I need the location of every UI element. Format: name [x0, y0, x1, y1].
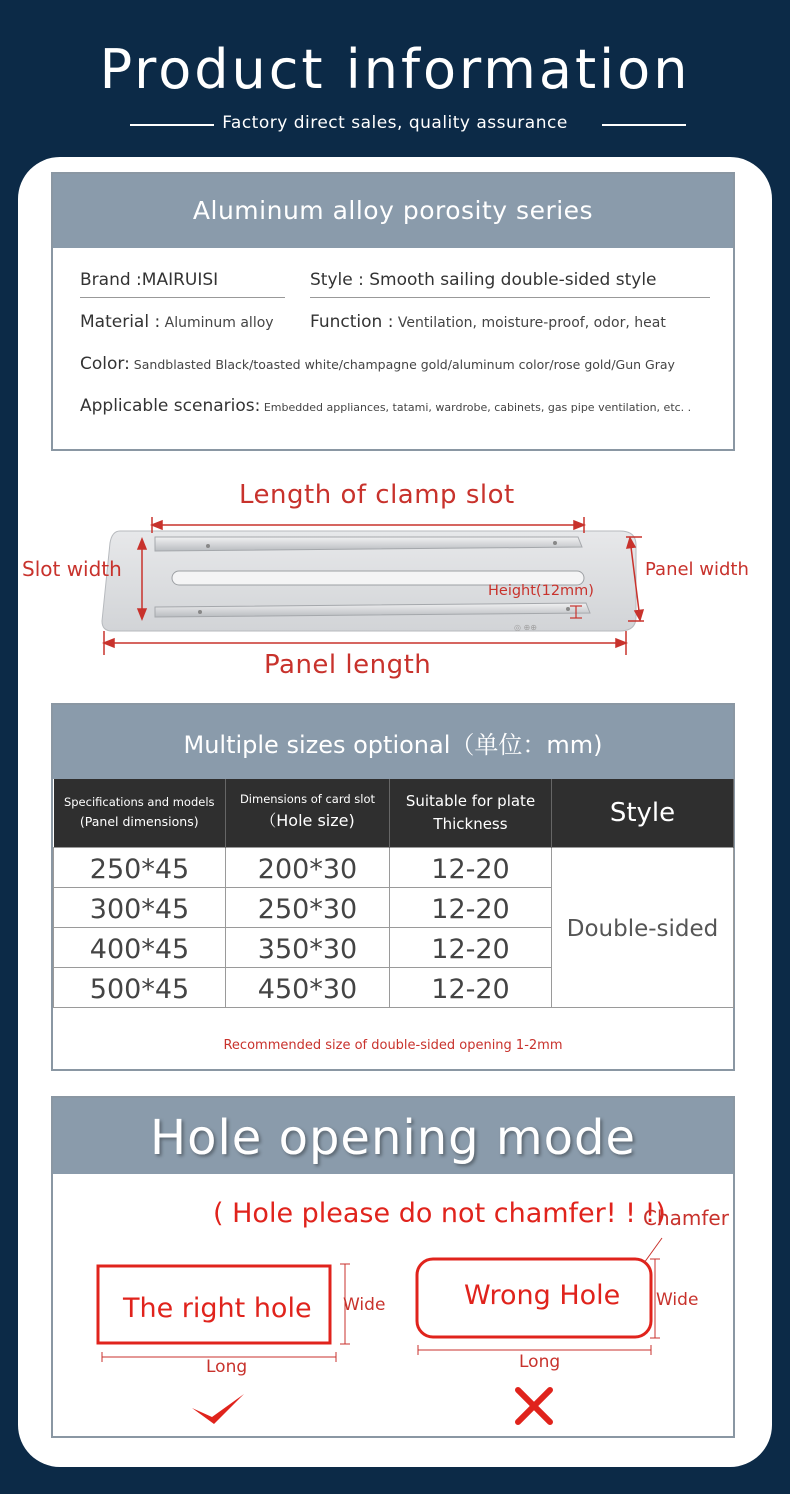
table-row	[54, 847, 734, 887]
function-row	[310, 312, 666, 332]
height-label: Height(12mm)	[488, 583, 594, 599]
scenarios-value: Embedded appliances, tatami, wardrobe, cabinets, gas pipe ventilation, etc. .	[260, 401, 692, 414]
brand-label: Brand :	[80, 270, 142, 290]
subtitle-divider-right	[602, 124, 686, 126]
info-divider-2	[310, 297, 710, 298]
table-header-row	[54, 779, 734, 847]
style-value: Smooth sailing double-sided style	[363, 270, 657, 290]
thickness-cell: 12-20	[390, 887, 552, 927]
cross-icon	[518, 1390, 550, 1422]
panel-size-cell: 500*45	[54, 967, 226, 1007]
thickness-cell: 12-20	[390, 967, 552, 1007]
product-info-title: Aluminum alloy porosity series	[53, 174, 733, 248]
svg-text:◎ ⊕⊕: ◎ ⊕⊕	[514, 623, 537, 632]
wrong-hole-label: Wrong Hole	[464, 1280, 621, 1311]
material-label: Material :	[80, 312, 161, 332]
opening-note: Recommended size of double-sided opening 1-2mm	[223, 1038, 563, 1053]
header-style	[552, 779, 734, 847]
page-title: Product information	[99, 38, 691, 101]
panel-width-label: Panel width	[645, 559, 749, 580]
wrong-hole-wide-label: Wide	[656, 1290, 699, 1310]
color-row	[80, 354, 675, 374]
header-hole-line1: Dimensions of card slot	[239, 792, 376, 807]
header-thickness	[390, 779, 552, 847]
brand-value: MAIRUISI	[141, 270, 219, 290]
slot-width-label: Slot width	[22, 557, 122, 581]
right-hole-label: The right hole	[123, 1293, 312, 1324]
panel-size-cell: 250*45	[54, 847, 226, 887]
scenarios-row	[80, 396, 691, 416]
page-subtitle: Factory direct sales, quality assurance	[222, 113, 568, 133]
header-hole-line2: （Hole size)	[260, 811, 355, 831]
hole-size-cell: 450*30	[226, 967, 390, 1007]
hole-size-cell: 350*30	[226, 927, 390, 967]
chamfer-warning: ( Hole please do not chamfer! ! !)	[213, 1198, 666, 1229]
right-hole-wide-label: Wide	[343, 1295, 386, 1315]
header-spec	[54, 779, 226, 847]
panel-length-label: Panel length	[264, 650, 432, 680]
function-label: Function :	[310, 312, 394, 332]
product-info-box	[51, 172, 735, 451]
header-thickness-line1: Suitable for plate	[405, 791, 536, 810]
panel-size-cell: 400*45	[54, 927, 226, 967]
function-value: Ventilation, moisture-proof, odor, heat	[393, 315, 666, 331]
header-thickness-line2: Thickness	[433, 814, 508, 833]
header-spec-line1: Specifications and models	[63, 795, 215, 810]
hole-size-cell: 250*30	[226, 887, 390, 927]
sizes-table	[53, 779, 734, 1008]
check-icon	[192, 1394, 244, 1424]
style-cell: Double-sided	[552, 847, 734, 1007]
header-style-line1: Style	[609, 797, 676, 828]
sizes-box	[51, 703, 735, 1071]
scenarios-label: Applicable scenarios:	[80, 396, 261, 416]
clamp-slot-length-label: Length of clamp slot	[239, 480, 515, 510]
material-value: Aluminum alloy	[160, 315, 274, 331]
style-label: Style :	[310, 270, 364, 290]
sizes-title: Multiple sizes optional（单位：mm)	[53, 705, 733, 779]
color-value: Sandblasted Black/toasted white/champagne gold/aluminum color/rose gold/Gun Gray	[129, 357, 675, 372]
header-hole	[226, 779, 390, 847]
header-spec-line2: (Panel dimensions)	[79, 813, 199, 829]
hole-size-cell: 200*30	[226, 847, 390, 887]
material-row	[80, 312, 274, 332]
style-row	[310, 270, 657, 290]
thickness-cell: 12-20	[390, 847, 552, 887]
color-label: Color:	[80, 354, 130, 374]
chamfer-label: Chamfer	[643, 1206, 729, 1230]
panel-size-cell: 300*45	[54, 887, 226, 927]
info-divider-1	[80, 297, 285, 298]
right-hole-long-label: Long	[206, 1357, 248, 1377]
hole-diagrams	[0, 1230, 790, 1430]
hole-mode-title: Hole opening mode	[53, 1098, 733, 1174]
brand-row	[80, 270, 218, 290]
wrong-hole-long-label: Long	[519, 1352, 561, 1372]
thickness-cell: 12-20	[390, 927, 552, 967]
